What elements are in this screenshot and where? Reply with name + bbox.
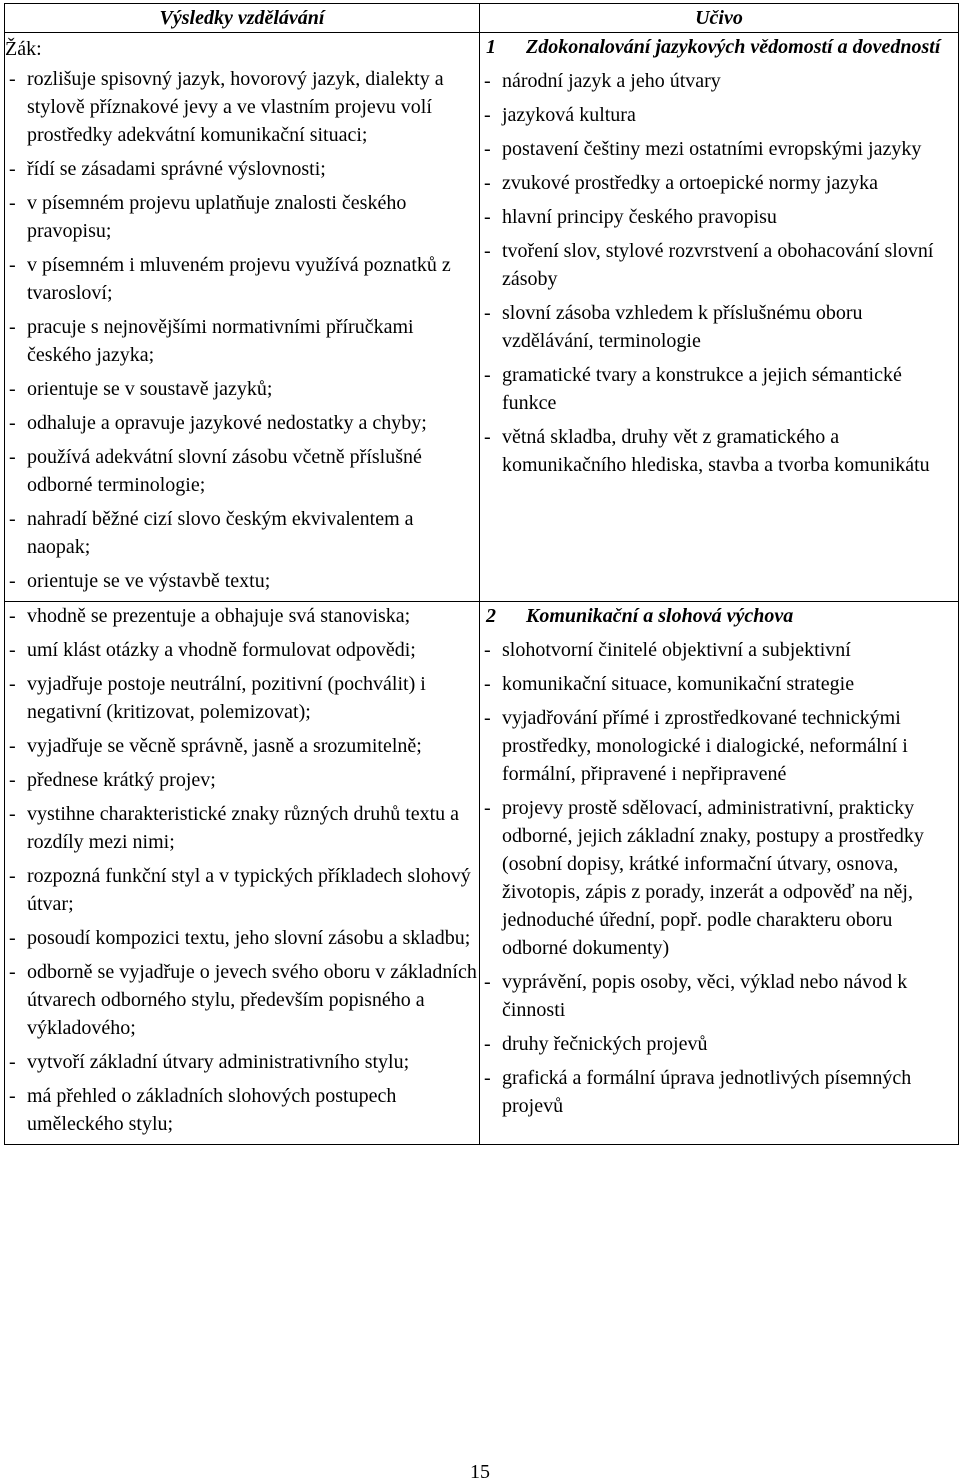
pupil-label: Žák: — [5, 38, 42, 60]
section-2-number: 2 — [486, 605, 496, 627]
outcome-item: - přednese krátký projev; — [5, 766, 479, 794]
curriculum-table — [4, 3, 959, 1145]
content-item: - hlavní principy českého pravopisu — [480, 203, 958, 231]
outcome-item: - používá adekvátní slovní zásobu včetně příslušné odborné terminologie; — [5, 443, 479, 499]
outcome-item: - má přehled o základních slohových postupech uměleckého stylu; — [5, 1082, 479, 1138]
section-1-title: Zdokonalování jazykových vědomostí a dovedností — [526, 36, 941, 58]
section-2-row — [5, 602, 959, 1145]
outcome-item: - v písemném i mluveném projevu využívá poznatků z tvarosloví; — [5, 251, 479, 307]
outcome-item: - řídí se zásadami správné výslovnosti; — [5, 155, 479, 183]
content-item: - slohotvorní činitelé objektivní a subjektivní — [480, 636, 958, 664]
outcome-item: - vyjadřuje se věcně správně, jasně a srozumitelně; — [5, 732, 479, 760]
outcome-item: - posoudí kompozici textu, jeho slovní zásobu a skladbu; — [5, 924, 479, 952]
outcome-item: - umí klást otázky a vhodně formulovat odpovědi; — [5, 636, 479, 664]
content-item: - slovní zásoba vzhledem k příslušnému oboru vzdělávání, terminologie — [480, 299, 958, 355]
section-1-row — [5, 33, 959, 602]
header-row — [5, 4, 959, 33]
section-1-content-list — [480, 67, 958, 479]
outcome-item: - nahradí běžné cizí slovo českým ekvivalentem a naopak; — [5, 505, 479, 561]
section-2-content-list — [480, 636, 958, 1120]
content-item: - komunikační situace, komunikační strategie — [480, 670, 958, 698]
content-item: - vyprávění, popis osoby, věci, výklad nebo návod k činnosti — [480, 968, 958, 1024]
content-item: - národní jazyk a jeho útvary — [480, 67, 958, 95]
outcome-item: - vystihne charakteristické znaky různých druhů textu a rozdíly mezi nimi; — [5, 800, 479, 856]
content-item: - jazyková kultura — [480, 101, 958, 129]
header-curriculum: Učivo — [480, 4, 959, 33]
outcome-item: - vytvoří základní útvary administrativního stylu; — [5, 1048, 479, 1076]
content-item: - zvukové prostředky a ortoepické normy jazyka — [480, 169, 958, 197]
content-item: - vyjadřování přímé i zprostředkované technickými prostředky, monologické i dialogické, neformální i formální, připravené i nepřipravené — [480, 704, 958, 788]
section-2-heading — [480, 602, 958, 630]
section-2-outcomes-cell — [5, 602, 480, 1145]
content-item: - postavení češtiny mezi ostatními evropskými jazyky — [480, 135, 958, 163]
outcome-item: - orientuje se v soustavě jazyků; — [5, 375, 479, 403]
outcome-item: - v písemném projevu uplatňuje znalosti českého pravopisu; — [5, 189, 479, 245]
outcome-item: - odhaluje a opravuje jazykové nedostatky a chyby; — [5, 409, 479, 437]
section-2-outcomes-list — [5, 602, 479, 1138]
content-item: - větná skladba, druhy vět z gramatického a komunikačního hlediska, stavba a tvorba komunikátu — [480, 423, 958, 479]
outcome-item: - vhodně se prezentuje a obhajuje svá stanoviska; — [5, 602, 479, 630]
page-number: 15 — [470, 1461, 490, 1483]
section-1-heading — [480, 33, 958, 61]
section-2-content-cell — [480, 602, 959, 1145]
outcome-item: - vyjadřuje postoje neutrální, pozitivní (pochválit) i negativní (kritizovat, polemizovat); — [5, 670, 479, 726]
header-learning-outcomes: Výsledky vzdělávání — [5, 4, 480, 33]
content-item: - grafická a formální úprava jednotlivých písemných projevů — [480, 1064, 958, 1120]
section-1-content-cell — [480, 33, 959, 602]
outcome-item: - rozlišuje spisovný jazyk, hovorový jazyk, dialekty a stylově příznakové jevy a ve vlastním projevu volí prostředky adekvátní komunikační situaci; — [5, 65, 479, 149]
outcome-item: - odborně se vyjadřuje o jevech svého oboru v základních útvarech odborného stylu, především popisného a výkladového; — [5, 958, 479, 1042]
content-item: - tvoření slov, stylové rozvrstvení a obohacování slovní zásoby — [480, 237, 958, 293]
outcome-item: - orientuje se ve výstavbě textu; — [5, 567, 479, 595]
section-2-title: Komunikační a slohová výchova — [526, 605, 794, 627]
section-1-outcomes-cell — [5, 33, 480, 602]
content-item: - gramatické tvary a konstrukce a jejich sémantické funkce — [480, 361, 958, 417]
outcome-item: - rozpozná funkční styl a v typických příkladech slohový útvar; — [5, 862, 479, 918]
section-1-outcomes-list — [5, 65, 479, 595]
content-item: - druhy řečnických projevů — [480, 1030, 958, 1058]
outcome-item: - pracuje s nejnovějšími normativními příručkami českého jazyka; — [5, 313, 479, 369]
section-1-number: 1 — [486, 36, 496, 58]
content-item: - projevy prostě sdělovací, administrativní, prakticky odborné, jejich základní znaky, postupy a prostředky (osobní dopisy, krátké informační útvary, osnova, životopis, zápis z porady, inzerát a odpověď na něj, jednoduché úřední, popř. podle charakteru oboru odborné dokumenty) — [480, 794, 958, 962]
